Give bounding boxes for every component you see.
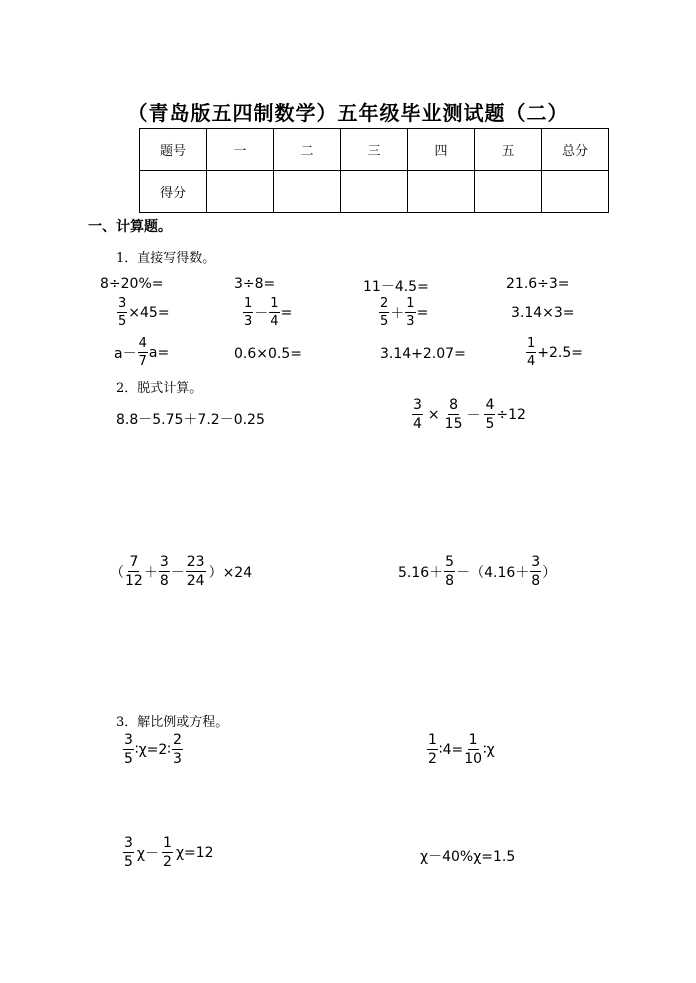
fraction: $\frac{1}{2}$ [428,732,437,767]
fraction: $\frac{3}{4}$ [413,397,422,432]
mental-calc-item: $\frac{1}{3}$ － $\frac{1}{4}$ = [244,296,293,329]
step-calc-expression: $\frac{3}{4}$ × $\frac{8}{15}$ － $\frac{4}{5}$ ÷12 [413,397,526,432]
score-table-header-row [140,129,609,171]
score-cell [542,171,609,213]
fraction: $\frac{1}{10}$ [464,732,483,767]
question-1-label: 1．直接写得数。 [116,251,216,266]
score-table [139,128,609,213]
score-table-header-cell: 四 [408,129,475,171]
score-table-header-cell: 题号 [140,129,207,171]
question-2-label: 2．脱式计算。 [116,381,203,396]
fraction: $\frac{4}{7}$ [138,336,147,369]
fraction: $\frac{2}{3}$ [172,732,182,767]
score-table-header-cell: 总分 [542,129,609,171]
score-cell [341,171,408,213]
mental-calc-item: 3÷8= [234,276,276,292]
fraction: $\frac{1}{3}$ [406,296,415,329]
mental-calc-item: $\frac{2}{5}$ ＋ $\frac{1}{3}$ = [380,296,429,329]
mental-calc-item: 21.6÷3= [506,276,570,292]
fraction: $\frac{3}{5}$ [124,732,133,767]
score-table-header-cell: 五 [475,129,542,171]
step-calc-expression: 5.16＋ $\frac{5}{8}$ －（4.16＋ $\frac{3}{8}$ ） [398,554,557,589]
fraction: $\frac{2}{5}$ [380,296,389,329]
score-table-header-cell: 三 [341,129,408,171]
page-title: （青岛版五四制数学）五年级毕业测试题（二） [127,101,569,125]
equation: $\frac{3}{5}$ χ－ $\frac{1}{2}$ χ=12 [124,835,214,870]
fraction: $\frac{1}{4}$ [527,336,536,369]
fraction: $\frac{23}{24}$ [186,554,205,589]
fraction: $\frac{3}{5}$ [124,835,133,870]
score-cell [274,171,341,213]
score-row-label: 得分 [140,171,207,213]
score-table-score-row [140,171,609,213]
section-heading: 一、计算题。 [88,219,172,235]
score-cell [475,171,542,213]
step-calc-expression: （ $\frac{7}{12}$ ＋ $\frac{3}{8}$ － $\frac{23}{24}$ ）×24 [110,554,253,589]
fraction: $\frac{8}{15}$ [444,397,463,432]
fraction: $\frac{3}{5}$ [118,296,127,329]
fraction: $\frac{7}{12}$ [125,554,143,589]
question-3-label: 3．解比例或方程。 [116,715,229,730]
fraction: $\frac{4}{5}$ [485,397,495,432]
fraction: $\frac{1}{3}$ [244,296,253,329]
fraction: $\frac{3}{8}$ [531,554,541,589]
equation: χ－40%χ=1.5 [420,849,516,865]
score-table-header-cell: 二 [274,129,341,171]
score-table-header-cell: 一 [207,129,274,171]
equation: $\frac{1}{2}$ ∶4= $\frac{1}{10}$ ∶χ [428,732,495,767]
step-calc-expression: 8.8－5.75＋7.2－0.25 [116,412,265,428]
mental-calc-item: 3.14×3= [511,305,575,321]
score-cell [207,171,274,213]
score-cell [408,171,475,213]
mental-calc-item: 11－4.5= [363,279,429,295]
mental-calc-item: $\frac{1}{4}$ +2.5= [527,336,584,369]
mental-calc-item: $\frac{3}{5}$ ×45= [118,296,170,329]
mental-calc-item: a－ $\frac{4}{7}$ a= [114,336,170,369]
fraction: $\frac{1}{4}$ [270,296,279,329]
fraction: $\frac{3}{8}$ [159,554,169,589]
mental-calc-item: 0.6×0.5= [234,346,302,362]
mental-calc-item: 8÷20%= [100,276,164,292]
mental-calc-item: 3.14+2.07= [380,346,466,362]
fraction: $\frac{1}{2}$ [163,835,172,870]
fraction: $\frac{5}{8}$ [445,554,455,589]
equation: $\frac{3}{5}$ ∶χ=2∶ $\frac{2}{3}$ [124,732,182,767]
